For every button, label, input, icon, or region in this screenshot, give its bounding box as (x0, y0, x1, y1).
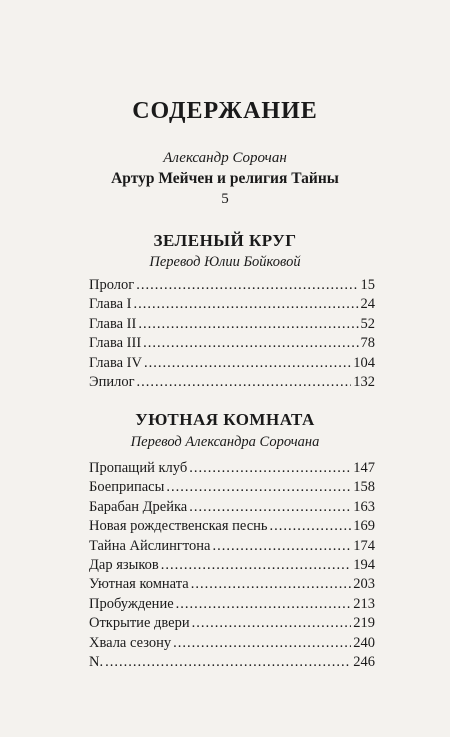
toc-entry-title: Пробуждение (89, 595, 174, 612)
toc-list-cozy-room (89, 459, 375, 672)
intro-title: Артур Мейчен и религия Тайны (111, 170, 339, 187)
toc-entry-title: Боеприпасы (89, 479, 165, 496)
toc-leader-dots (176, 595, 352, 614)
toc-entry-title: Глава IV (89, 354, 142, 371)
toc-entry[interactable] (89, 537, 375, 556)
toc-entry[interactable] (89, 373, 375, 392)
toc-entry-title: Дар языков (89, 556, 159, 573)
toc-leader-dots (189, 498, 351, 517)
toc-entry-page: 174 (353, 537, 375, 554)
toc-leader-dots (144, 354, 351, 373)
toc-entry-page: 246 (353, 653, 375, 670)
toc-entry-title: Глава III (89, 335, 142, 352)
toc-leader-dots (270, 517, 352, 536)
toc-entry-page: 147 (353, 460, 375, 476)
toc-entry-page: 240 (353, 634, 375, 651)
toc-leader-dots (134, 295, 359, 314)
toc-entry[interactable] (89, 653, 375, 672)
toc-leader-dots (136, 276, 358, 295)
toc-entry[interactable] (89, 614, 375, 633)
toc-entry-title: Тайна Айслингтона (89, 537, 211, 554)
toc-entry-page: 158 (353, 479, 375, 496)
toc-entry-page: 213 (353, 595, 375, 612)
toc-leader-dots (105, 653, 351, 672)
toc-entry[interactable] (89, 634, 375, 653)
toc-entry[interactable] (89, 315, 375, 334)
toc-leader-dots (173, 634, 351, 653)
toc-entry-page: 132 (353, 373, 375, 390)
toc-leader-dots (161, 556, 352, 575)
toc-entry-page: 163 (353, 498, 375, 515)
section-title-cozy-room: УЮТНАЯ КОМНАТА (135, 410, 315, 429)
toc-entry-page: 78 (360, 335, 375, 352)
toc-leader-dots (212, 537, 351, 556)
toc-leader-dots (166, 478, 351, 497)
toc-entry-page: 194 (353, 556, 375, 573)
toc-entry[interactable] (89, 517, 375, 536)
page-title: СОДЕРЖАНИЕ (132, 98, 318, 124)
toc-entry-page: 24 (360, 296, 375, 313)
toc-entry-page: 203 (353, 576, 375, 593)
toc-entry[interactable] (89, 498, 375, 517)
toc-entry-title: Новая рождественская песнь (89, 518, 268, 535)
toc-leader-dots (191, 575, 352, 594)
toc-entry[interactable] (89, 276, 375, 295)
section-translator: Перевод Александра Сорочана (130, 434, 320, 450)
toc-entry-page: 169 (353, 518, 375, 535)
toc-entry-title: Глава I (89, 296, 132, 313)
toc-entry-title: Уютная комната (89, 576, 189, 593)
toc-entry-title: Открытие двери (89, 615, 190, 632)
toc-list-green-circle (89, 276, 375, 392)
toc-entry[interactable] (89, 295, 375, 314)
toc-entry-title: N. (89, 653, 104, 670)
toc-leader-dots (138, 315, 358, 334)
toc-entry-title: Эпилог (89, 373, 135, 390)
toc-entry[interactable] (89, 556, 375, 575)
toc-leader-dots (137, 373, 352, 392)
toc-leader-dots (143, 334, 358, 353)
toc-leader-dots (189, 459, 351, 478)
toc-entry-title: Пропащий клуб (89, 460, 188, 476)
toc-entry[interactable] (89, 334, 375, 353)
toc-leader-dots (192, 614, 352, 633)
toc-entry[interactable] (89, 354, 375, 373)
toc-entry-title: Хвала сезону (89, 634, 172, 651)
toc-entry-page: 15 (360, 277, 375, 293)
toc-entry[interactable] (89, 595, 375, 614)
section-translator: Перевод Юлии Бойковой (149, 254, 301, 270)
toc-entry-page: 52 (360, 315, 375, 332)
toc-entry-title: Пролог (89, 277, 135, 293)
toc-entry[interactable] (89, 478, 375, 497)
toc-entry-title: Барабан Дрейка (89, 498, 188, 515)
toc-entry-title: Глава II (89, 315, 137, 332)
intro-author: Александр Сорочан (163, 150, 287, 166)
toc-entry[interactable] (89, 459, 375, 478)
section-title-green-circle: ЗЕЛЕНЫЙ КРУГ (153, 231, 297, 250)
intro-page-number: 5 (221, 191, 229, 207)
toc-entry[interactable] (89, 575, 375, 594)
toc-entry-page: 104 (353, 354, 375, 371)
toc-entry-page: 219 (353, 615, 375, 632)
